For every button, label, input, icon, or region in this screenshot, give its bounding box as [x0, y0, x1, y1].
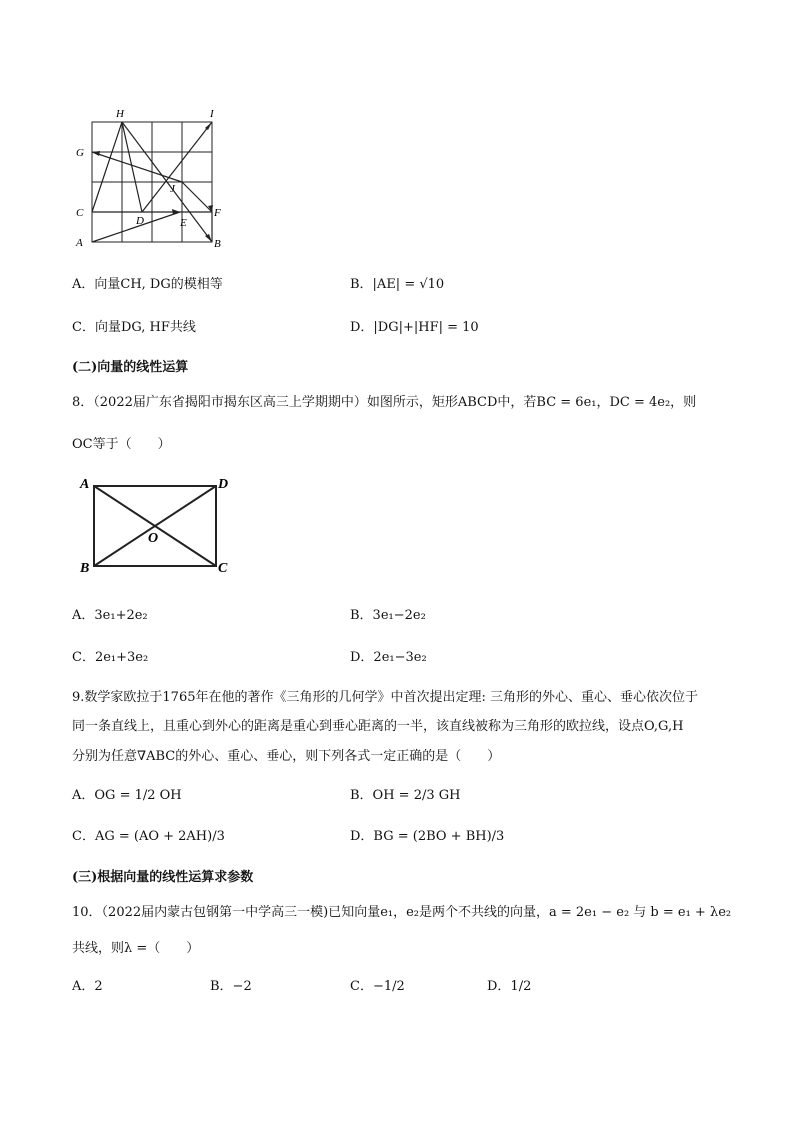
q9-stem-line3: 分别为任意∇ABC的外心、重心、垂心，则下列各式一定正确的是（ ）: [72, 749, 501, 764]
label-I: I: [210, 108, 214, 120]
q8-option-a: A．3e₁+2e₂: [72, 608, 148, 623]
q8-stem-line2: OC等于（ ）: [72, 437, 171, 452]
label-O: O: [148, 531, 159, 546]
q8-option-c: C．2e₁+3e₂: [72, 650, 149, 665]
q10-option-d: D．1/2: [487, 979, 532, 994]
label-D: D: [136, 215, 144, 227]
label-G: G: [76, 147, 84, 159]
q7-grid-figure: [72, 106, 232, 252]
q10-stem-line1: 10．（2022届内蒙古包钢第一中学高三一模)已知向量e₁，e₂是两个不共线的向量，a = 2e₁ − e₂ 与 b = e₁ + λe₂: [72, 905, 732, 920]
label-D: D: [218, 477, 229, 492]
label-H: H: [116, 108, 124, 120]
q8-rectangle-figure: [78, 474, 238, 578]
q7-option-c: C．向量DG, HF共线: [72, 320, 196, 335]
label-J: J: [170, 183, 175, 195]
q10-option-b: B．−2: [210, 979, 252, 994]
q9-stem-line1: 9.数学家欧拉于1765年在他的著作《三角形的几何学》中首次提出定理: 三角形的外心、重心、垂心依次位于: [72, 690, 699, 705]
label-F: F: [214, 207, 221, 219]
q10-option-a: A．2: [72, 979, 103, 994]
label-C: C: [76, 207, 84, 219]
q7-option-d: D．|DG|+|HF| = 10: [350, 320, 479, 335]
label-B: B: [80, 561, 90, 576]
q7-option-b: B．|AE| = √10: [350, 277, 445, 292]
label-A: A: [76, 237, 83, 249]
q9-option-d: D．BG = (2BO + BH)/3: [350, 829, 505, 844]
label-A: A: [80, 477, 90, 492]
q8-option-d: D．2e₁−3e₂: [350, 650, 427, 665]
section-2-heading: (二)向量的线性运算: [72, 360, 189, 375]
q9-option-c: C．AG = (AO + 2AH)/3: [72, 829, 225, 844]
label-E: E: [180, 217, 187, 229]
label-C: C: [218, 561, 228, 576]
q9-option-a: A．OG = 1/2 OH: [72, 788, 182, 803]
q7-option-a: A．向量CH, DG的模相等: [72, 277, 223, 292]
q10-stem-line2: 共线，则λ =（ ）: [72, 941, 200, 956]
q8-option-b: B．3e₁−2e₂: [350, 608, 426, 623]
q9-option-b: B．OH = 2/3 GH: [350, 788, 461, 803]
q10-option-c: C．−1/2: [350, 979, 405, 994]
q8-stem-line1: 8．（2022届广东省揭阳市揭东区高三上学期期中）如图所示，矩形ABCD中，若BC = 6e₁，DC = 4e₂，则: [72, 395, 697, 410]
label-B: B: [214, 238, 221, 250]
q9-stem-line2: 同一条直线上，且重心到外心的距离是重心到垂心距离的一半，该直线被称为三角形的欧拉线，设点O,G,H: [72, 719, 684, 734]
section-3-heading: (三)根据向量的线性运算求参数: [72, 870, 254, 885]
